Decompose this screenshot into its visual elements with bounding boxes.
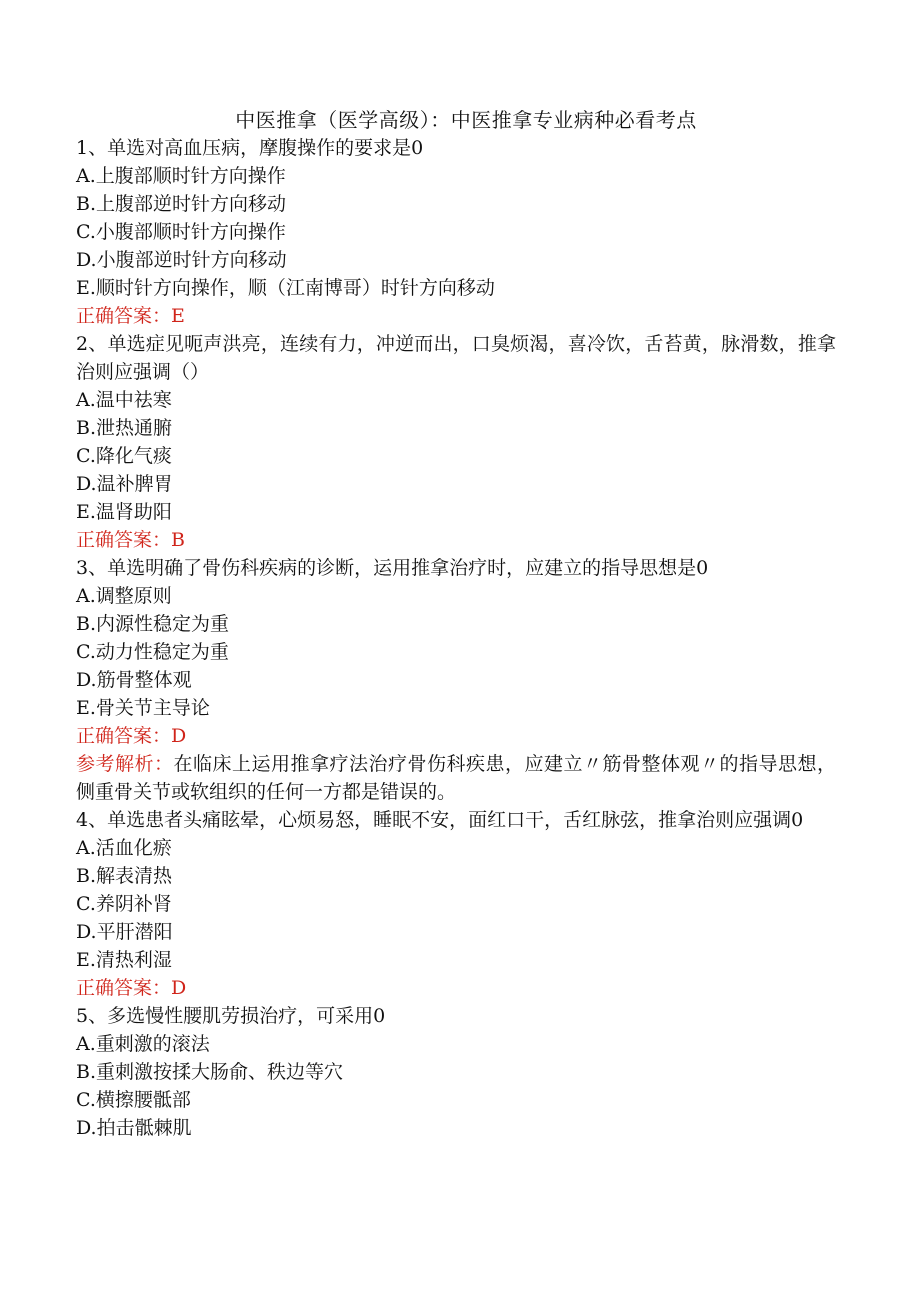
option-c: C.养阴补肾 xyxy=(76,893,172,915)
option-d: D.平肝潜阳 xyxy=(76,921,173,943)
option-e: E.温肾助阳 xyxy=(76,501,172,523)
option-b: B.内源性稳定为重 xyxy=(76,613,230,635)
document-title: 中医推拿（医学高级）：中医推拿专业病种必看考点 xyxy=(235,108,697,132)
question-stem: 4、单选患者头痛眩晕，心烦易怒，睡眠不安，面红口干，舌红脉弦，推拿治则应强调0 xyxy=(76,809,804,831)
option-d: D.筋骨整体观 xyxy=(76,669,192,691)
option-a: A.温中祛寒 xyxy=(76,389,172,411)
correct-answer: 正确答案：D xyxy=(76,977,187,999)
option-c: C.小腹部顺时针方向操作 xyxy=(76,221,286,243)
option-a: A.调整原则 xyxy=(76,585,172,607)
option-b: B.泄热通腑 xyxy=(76,417,173,439)
reference-explanation xyxy=(76,750,836,806)
option-a: A.活血化瘀 xyxy=(76,837,172,859)
option-b: B.上腹部逆时针方向移动 xyxy=(76,193,287,215)
option-a: A.上腹部顺时针方向操作 xyxy=(76,165,286,187)
correct-answer: 正确答案：B xyxy=(76,529,185,551)
option-d: D.温补脾胃 xyxy=(76,473,173,495)
document-page xyxy=(76,106,836,1142)
option-d: D.小腹部逆时针方向移动 xyxy=(76,249,287,271)
option-a: A.重刺激的滚法 xyxy=(76,1033,210,1055)
option-b: B.重刺激按揉大肠俞、秩边等穴 xyxy=(76,1061,344,1083)
question-stem: 5、多选慢性腰肌劳损治疗，可采用0 xyxy=(76,1005,386,1027)
option-c: C.动力性稳定为重 xyxy=(76,641,229,663)
question-stem: 3、单选明确了骨伤科疾病的诊断，运用推拿治疗时，应建立的指导思想是0 xyxy=(76,557,709,579)
option-e: E.清热利湿 xyxy=(76,949,172,971)
question-stem: 2、单选症见呃声洪亮，连续有力，冲逆而出，口臭烦渴，喜冷饮，舌苔黄，脉滑数，推拿治则应强调（） xyxy=(76,333,836,383)
option-c: C.横擦腰骶部 xyxy=(76,1089,191,1111)
correct-answer: 正确答案：E xyxy=(76,305,185,327)
option-e: E.骨关节主导论 xyxy=(76,697,210,719)
question-stem: 1、单选对高血压病，摩腹操作的要求是0 xyxy=(76,137,424,159)
correct-answer: 正确答案：D xyxy=(76,725,187,747)
option-b: B.解表清热 xyxy=(76,865,173,887)
option-d: D.拍击骶棘肌 xyxy=(76,1117,192,1139)
explanation-text: 在临床上运用推拿疗法治疗骨伤科疾患，应建立〃筋骨整体观〃的指导思想，侧重骨关节或软组织的任何一方都是错误的。 xyxy=(76,753,836,803)
option-e: E.顺时针方向操作，顺（江南博哥）时针方向移动 xyxy=(76,277,495,299)
explanation-label: 参考解析： xyxy=(76,753,174,775)
option-c: C.降化气痰 xyxy=(76,445,172,467)
